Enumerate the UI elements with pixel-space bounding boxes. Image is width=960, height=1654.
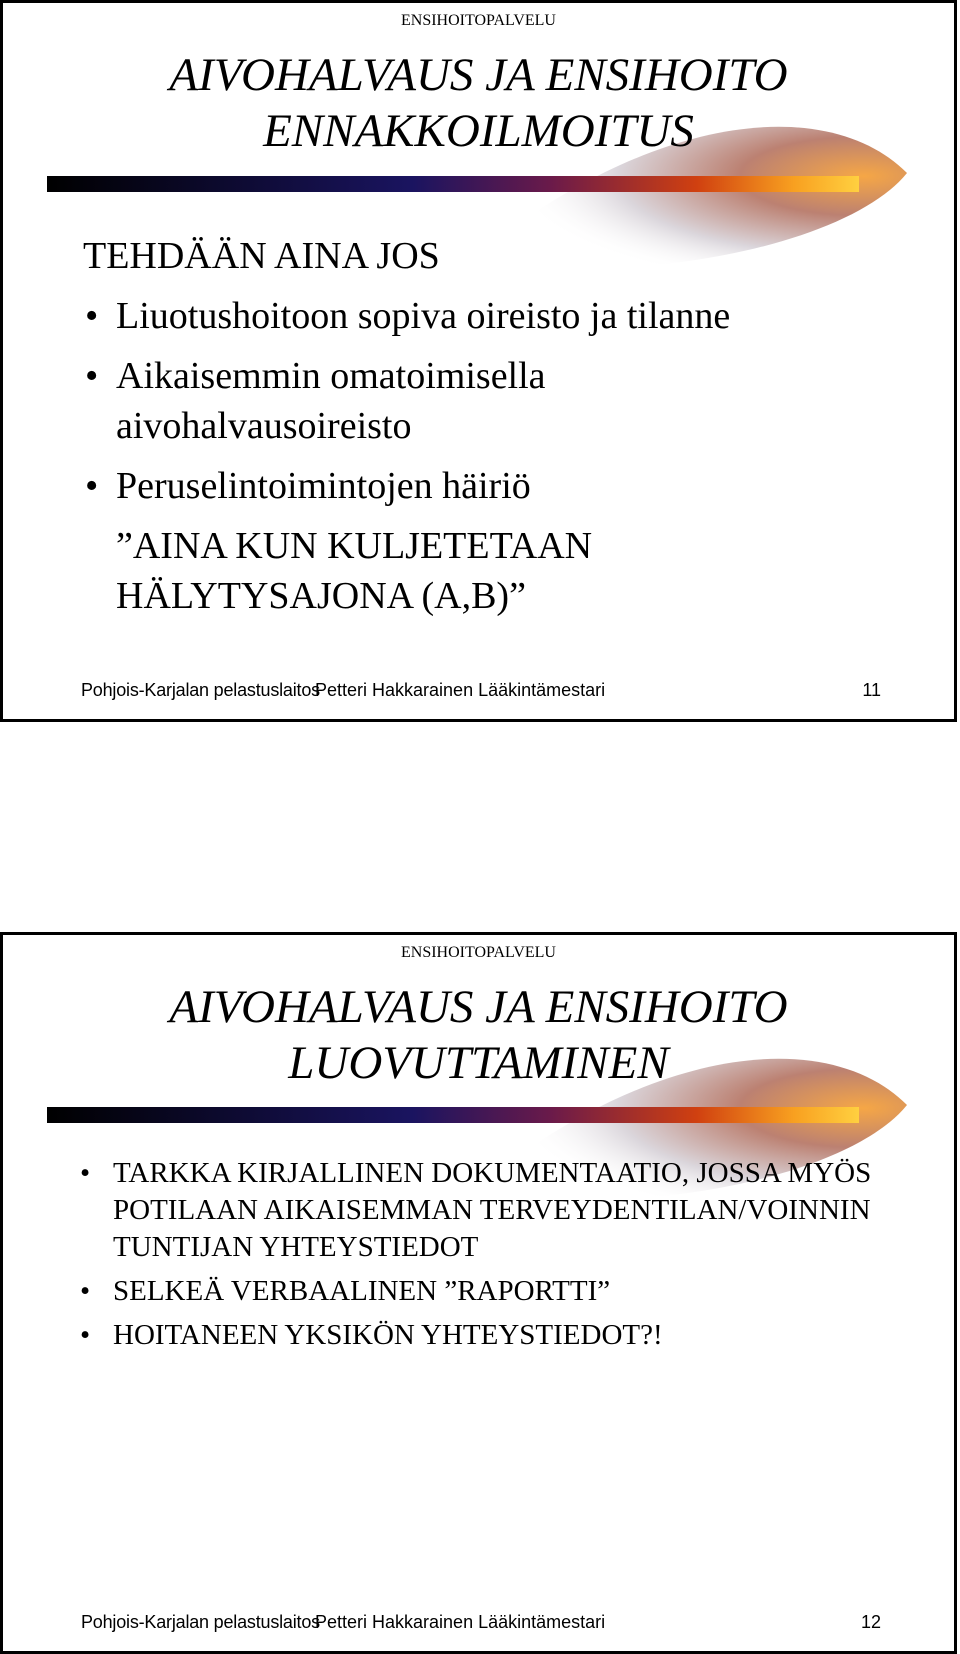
- bullet-icon: •: [80, 1275, 91, 1307]
- footer-author: Petteri Hakkarainen Lääkintämestari: [315, 680, 606, 700]
- page-number: 11: [862, 680, 881, 700]
- slide-11: [0, 0, 957, 722]
- page-number: 12: [860, 1612, 881, 1632]
- bullet-icon: •: [85, 465, 99, 507]
- list-item: • SELKEÄ VERBAALINEN ”RAPORTTI”: [78, 1273, 878, 1310]
- footer-org: Pohjois-Karjalan pelastuslaitos: [81, 680, 320, 700]
- footer-author: Petteri Hakkarainen Lääkintämestari: [315, 1612, 606, 1632]
- list-item: • Aikaisemmin omatoimisella aivohalvausoireisto: [83, 351, 636, 451]
- bullet-icon: •: [80, 1319, 91, 1351]
- title-line: LUOVUTTAMINEN: [288, 1037, 669, 1089]
- title-line: ENNAKKOILMOITUS: [263, 105, 694, 157]
- slide-header: ENSIHOITOPALVELU: [401, 12, 556, 29]
- slide-footer: [81, 1612, 881, 1633]
- slide-header: ENSIHOITOPALVELU: [401, 944, 556, 961]
- list-item: • Liuotushoitoon sopiva oireisto ja tilanne: [83, 291, 923, 341]
- slide-title: [3, 47, 954, 159]
- slide-body: [78, 1155, 878, 1361]
- slide-title: [3, 979, 954, 1091]
- list-item: • Peruselintoimintojen häiriö: [83, 461, 923, 511]
- slide-footer: [81, 680, 881, 701]
- title-line: AIVOHALVAUS JA ENSIHOITO: [169, 981, 788, 1033]
- footer-org: Pohjois-Karjalan pelastuslaitos: [81, 1612, 320, 1632]
- note-line: HÄLYTYSAJONA (A,B)”: [116, 575, 526, 617]
- body-heading: TEHDÄÄN AINA JOS: [83, 235, 440, 277]
- list-item: • TARKKA KIRJALLINEN DOKUMENTAATIO, JOSSA MYÖS POTILAAN AIKAISEMMAN TERVEYDENTILAN/VOINNIN TUNTIJAN YHTEYSTIEDOT: [80, 1157, 872, 1263]
- note-line: ”AINA KUN KULJETETAAN: [116, 525, 593, 567]
- bullet-list: [83, 291, 923, 511]
- bullet-icon: •: [80, 1157, 91, 1189]
- bullet-icon: •: [85, 295, 99, 337]
- list-item: • HOITANEEN YKSIKÖN YHTEYSTIEDOT?!: [78, 1317, 878, 1354]
- slide-body: [83, 231, 923, 621]
- bullet-list: [78, 1155, 878, 1354]
- bullet-icon: •: [85, 355, 99, 397]
- title-line: AIVOHALVAUS JA ENSIHOITO: [169, 49, 788, 101]
